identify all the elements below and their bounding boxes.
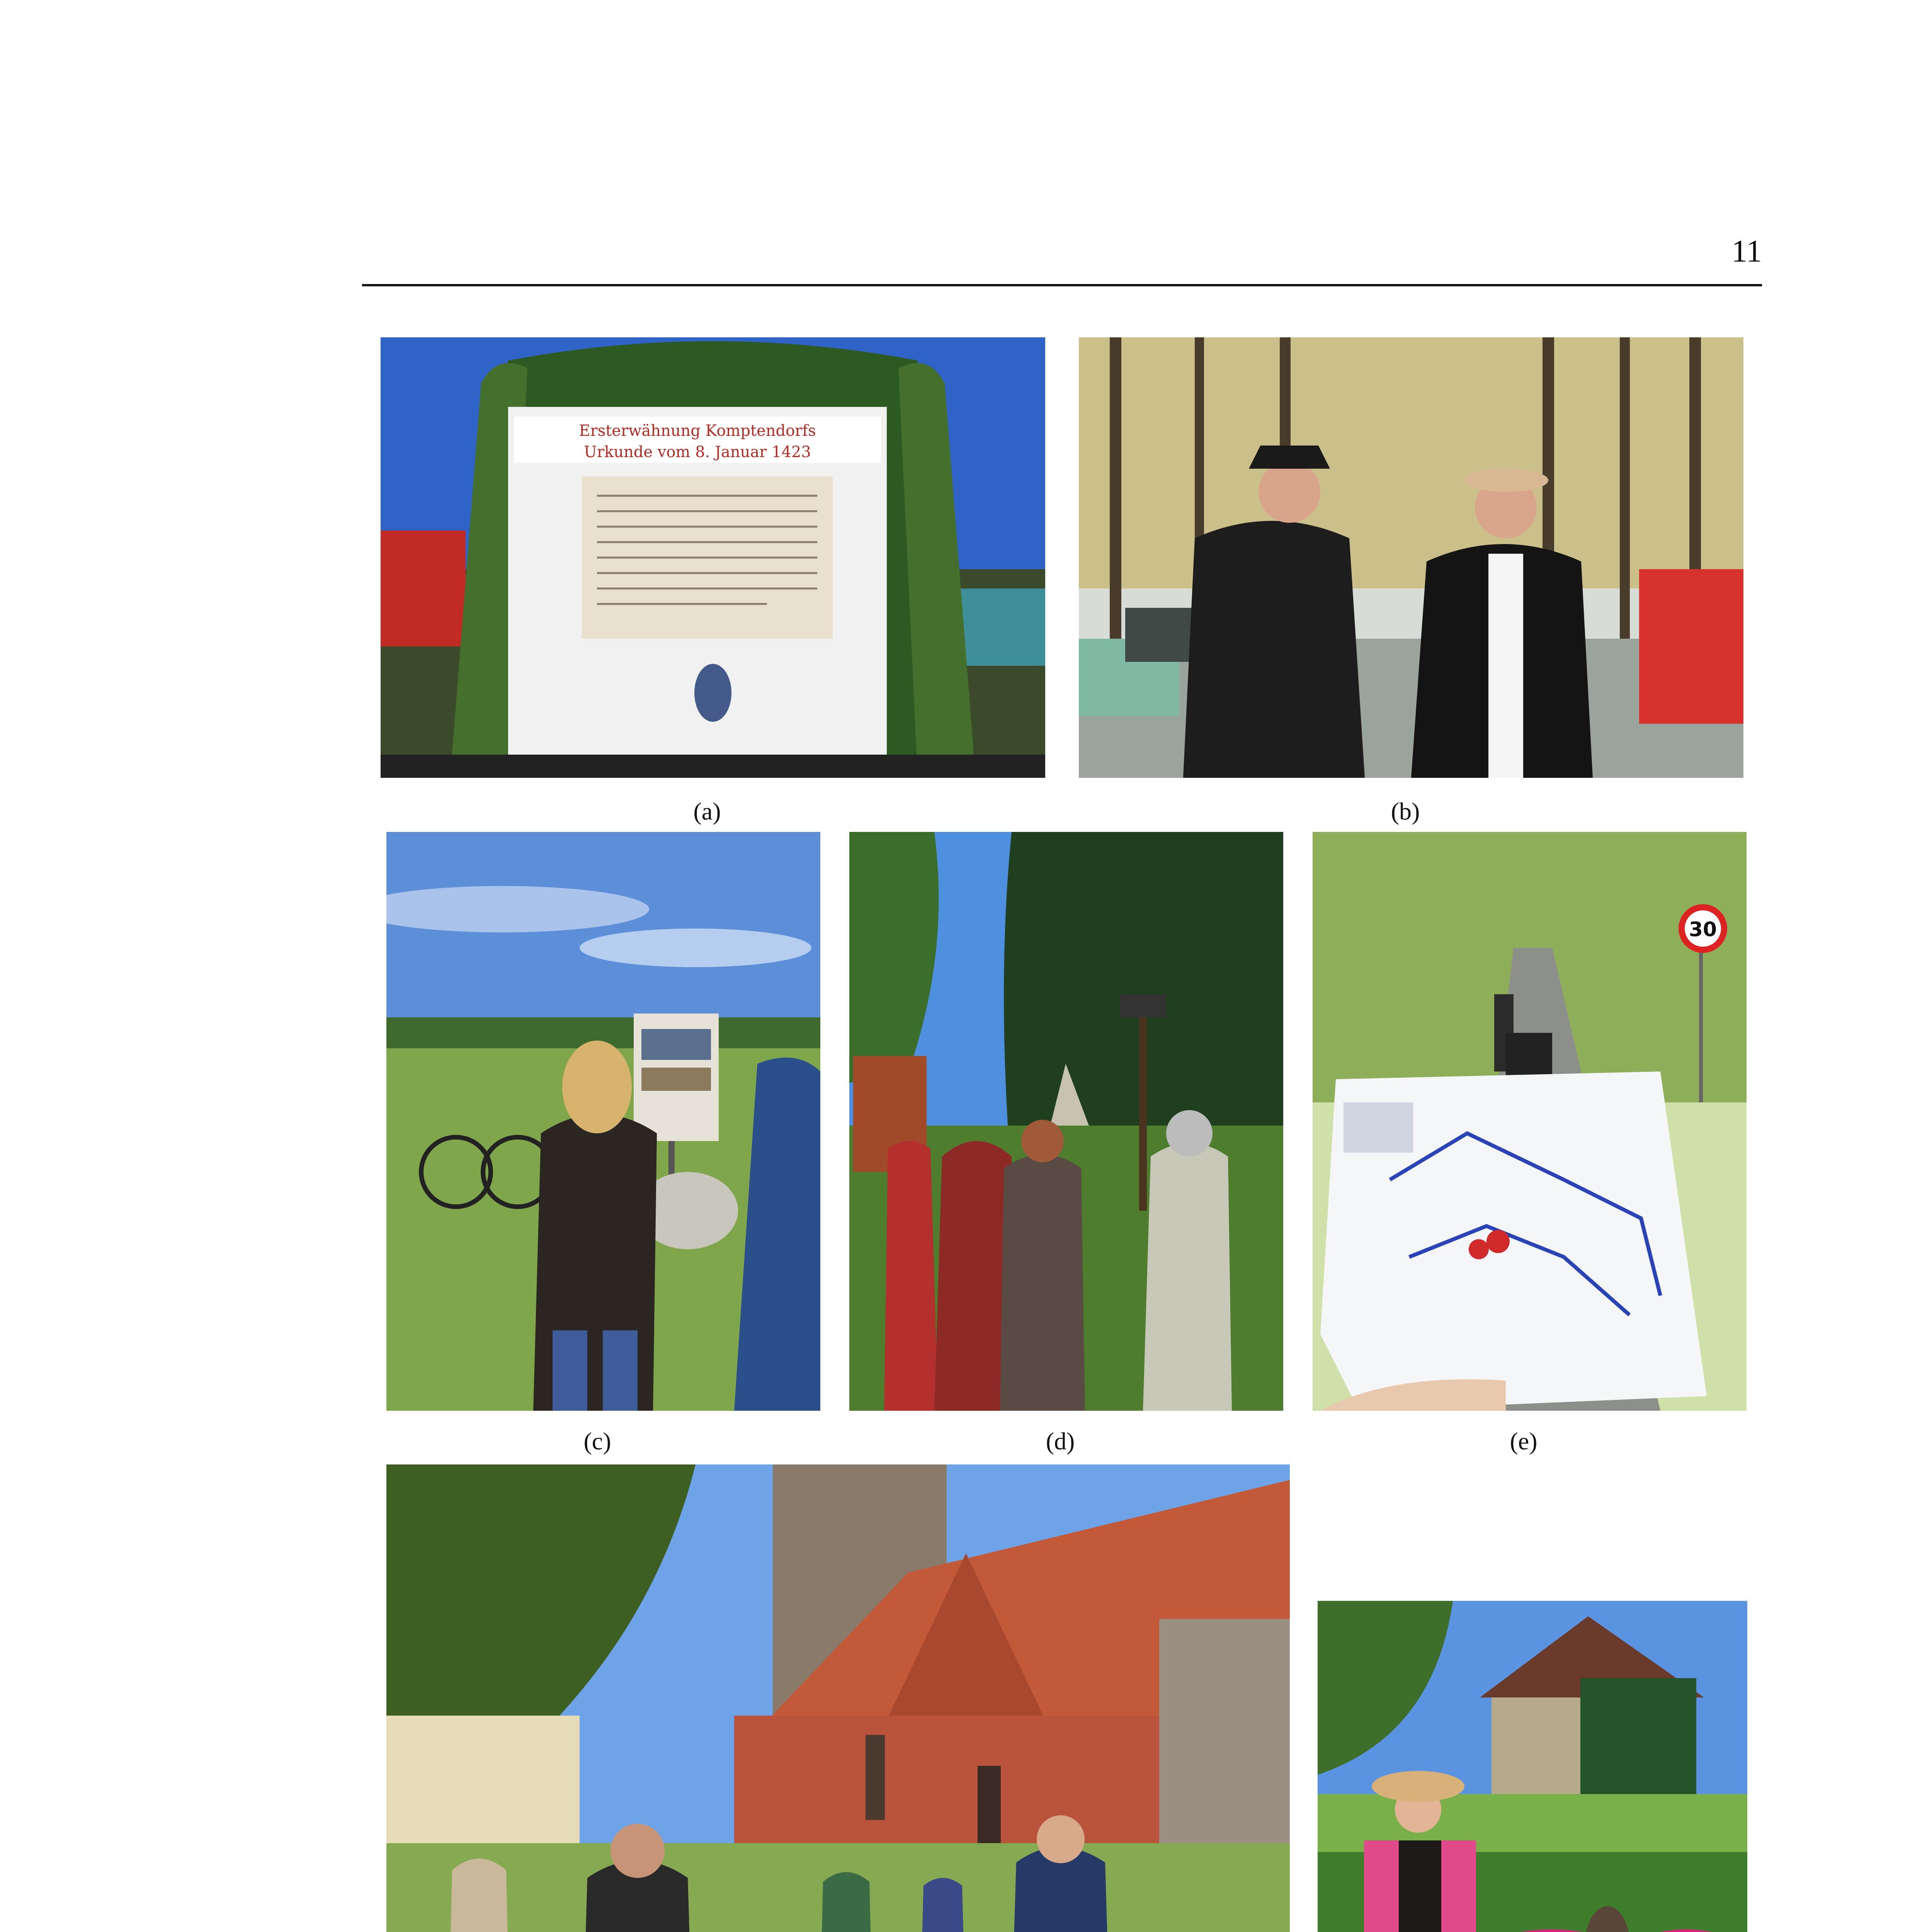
label-d: (d) <box>1046 1427 1075 1455</box>
sign-line-2: Urkunde vom 8. Januar 1423 <box>584 443 811 461</box>
photo-b <box>1079 337 1743 778</box>
photo-g <box>1318 1601 1747 1932</box>
label-e: (e) <box>1510 1427 1537 1455</box>
photo-e <box>1313 832 1747 1411</box>
page-number: 11 <box>1731 233 1762 269</box>
photo-c <box>386 832 820 1411</box>
photo-f <box>386 1464 1290 1932</box>
sign-line-1: Ersterwähnung Komptendorfs <box>579 422 816 440</box>
label-c: (c) <box>583 1427 611 1455</box>
label-a: (a) <box>693 798 721 825</box>
header-rule <box>362 284 1762 286</box>
speed-sign: 30 <box>1689 918 1717 941</box>
photo-d <box>849 832 1283 1411</box>
photo-a <box>381 337 1045 778</box>
label-b: (b) <box>1391 798 1420 825</box>
